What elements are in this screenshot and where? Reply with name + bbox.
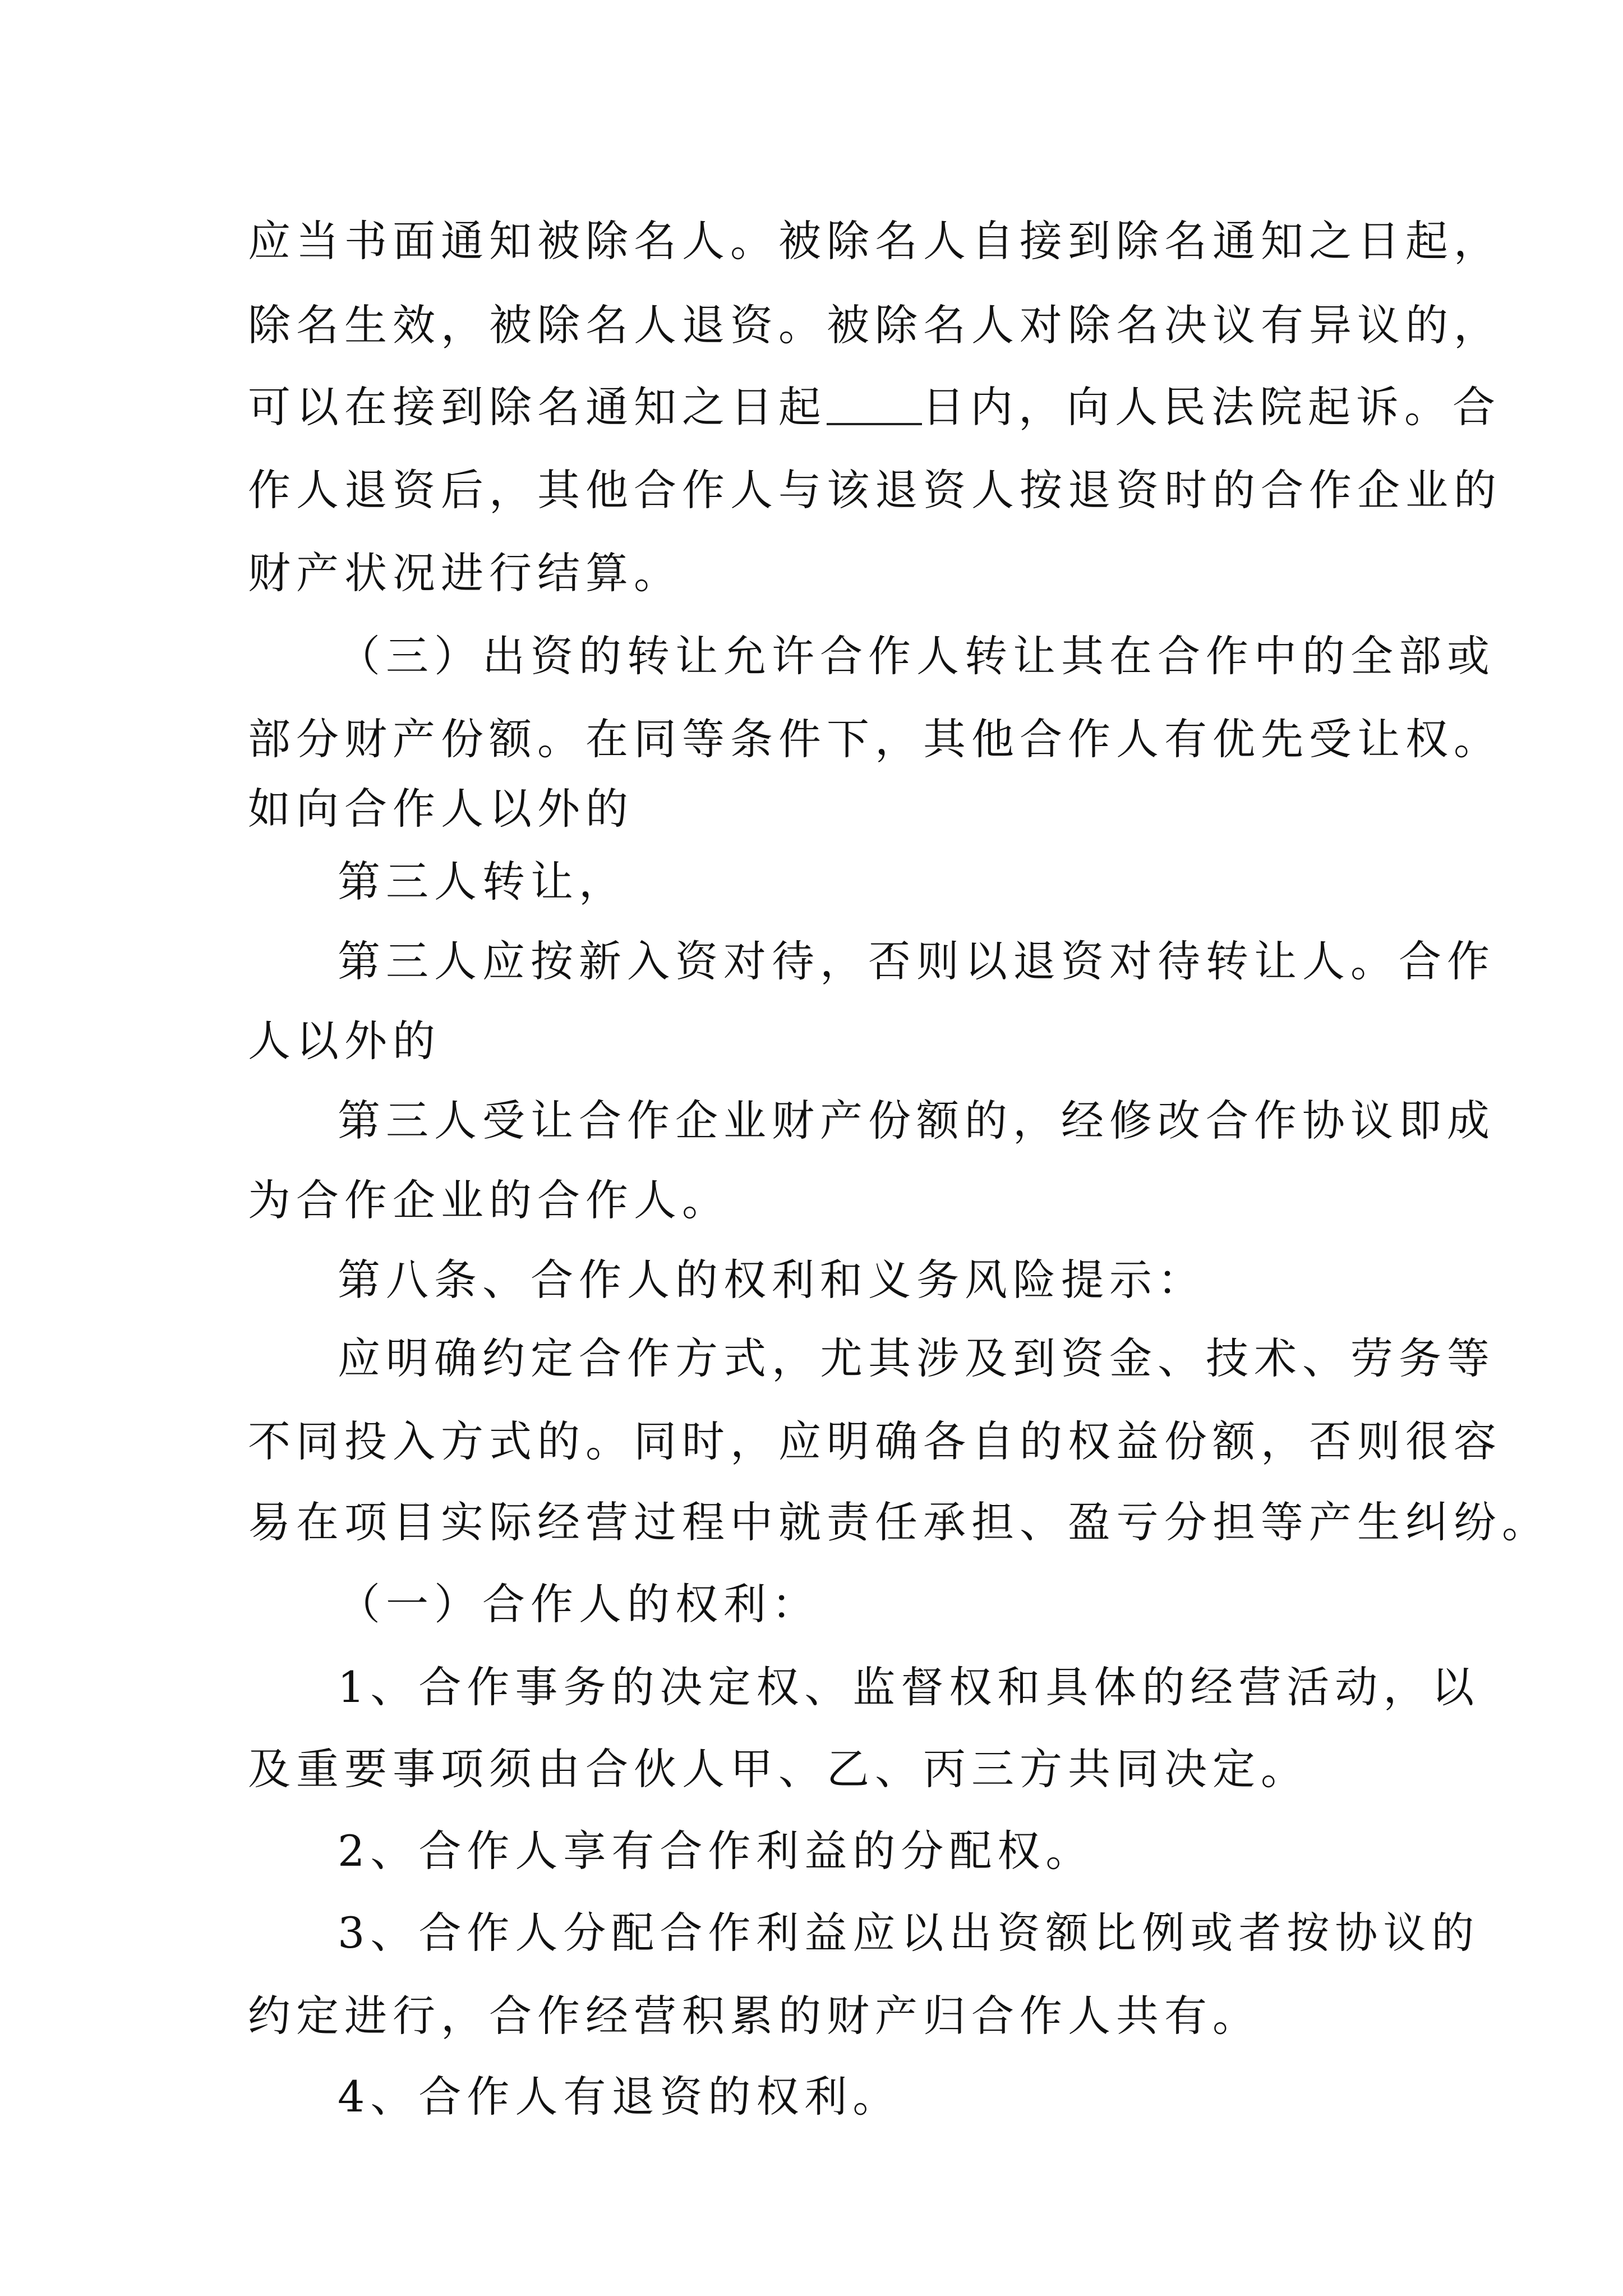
text-line-7: 部分财产份额。在同等条件下，其他合作人有优先受让权。: [248, 714, 1502, 764]
text-line-9: 第三人转让，: [338, 857, 627, 907]
text-line-4: 作人退资后，其他合作人与该退资人按退资时的合作企业的: [248, 465, 1502, 515]
text-line-18: （一）合作人的权利：: [338, 1579, 820, 1629]
text-line-11: 人以外的: [248, 1016, 441, 1066]
fill-in-blank: [827, 423, 922, 425]
text-line-20: 及重要事项须由合伙人甲、乙、丙三方共同决定。: [248, 1744, 1309, 1794]
text-line-15: 应明确约定合作方式，尤其涉及到资金、技术、劳务等: [338, 1333, 1495, 1383]
text-line-21: 2、合作人享有合作利益的分配权。: [338, 1826, 1094, 1876]
text-line-2: 除名生效，被除名人退资。被除名人对除名决议有异议的，: [248, 300, 1502, 350]
text-line-23: 约定进行，合作经营积累的财产归合作人共有。: [248, 1991, 1261, 2041]
text-line-5: 财产状况进行结算。: [248, 548, 682, 598]
text-line-6: （三）出资的转让允许合作人转让其在合作中的全部或: [338, 631, 1495, 681]
text-line-3: [248, 374, 1501, 441]
text-line-12: 第三人受让合作企业财产份额的，经修改合作协议即成: [338, 1096, 1495, 1145]
text-line-13: 为合作企业的合作人。: [248, 1175, 730, 1225]
text-line-10: 第三人应按新入资对待，否则以退资对待转让人。合作: [338, 936, 1495, 986]
text-line-16: 不同投入方式的。同时，应明确各自的权益份额，否则很容: [248, 1416, 1502, 1466]
text-line-14: 第八条、合作人的权利和义务风险提示：: [338, 1255, 1206, 1305]
text-line-8: 如向合作人以外的: [248, 784, 634, 834]
text-line-1: 应当书面通知被除名人。被除名人自接到除名通知之日起，: [248, 216, 1502, 266]
text-line-19: 1、合作事务的决定权、监督权和具体的经营活动，以: [338, 1662, 1480, 1712]
text-line-17: 易在项目实际经营过程中就责任承担、盈亏分担等产生纠纷。: [248, 1497, 1550, 1547]
text-line-3-after-blank: 日内，向人民法院起诉。合: [922, 382, 1501, 432]
text-line-3-before-blank: 可以在接到除名通知之日起: [248, 382, 827, 432]
text-line-24: 4、合作人有退资的权利。: [338, 2072, 901, 2122]
text-line-22: 3、合作人分配合作利益应以出资额比例或者按协议的: [338, 1908, 1480, 1958]
